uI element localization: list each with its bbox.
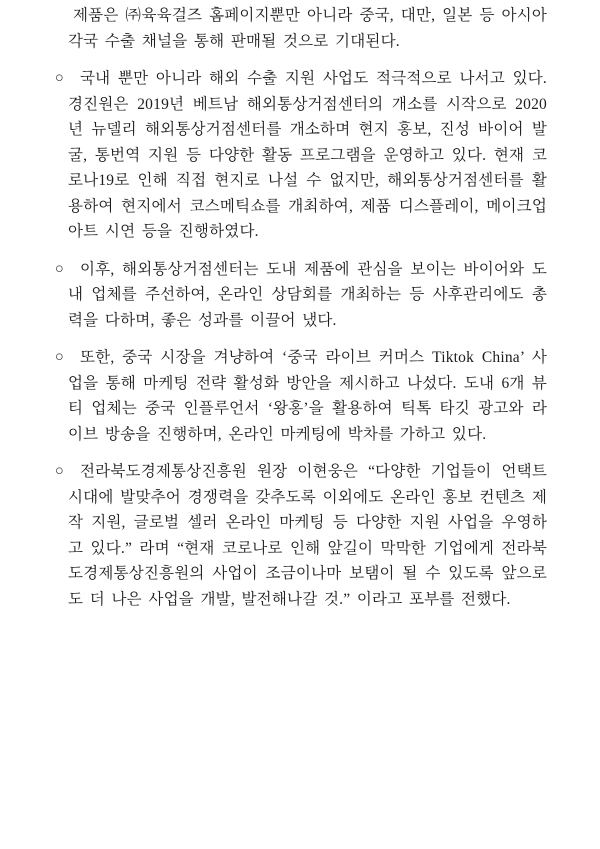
bullet-marker: ○ [55,70,64,86]
paragraph-overseas-support [55,66,547,245]
paragraph-intro [68,3,547,54]
paragraph-text: 제품은 ㈜육육걸즈 홈페이지뿐만 아니라 중국, 대만, 일본 등 아시아 각국 수출 채널을 통해 판매될 것으로 기대된다. [68,7,547,50]
paragraph-followup-management [55,257,547,334]
paragraph-text: 국내 뿐만 아니라 해외 수출 지원 사업도 적극적으로 나서고 있다. 경진원은 2019년 베트남 해외통상거점센터의 개소를 시작으로 2020년 뉴델리 해외통상거점센터를 개소하며 현지 홍보, 진성 바이어 발굴, 통번역 지원 등 다양한 활동 프로그램을 운영하고 있다. 현재 코로나19로 인해 직접 현지로 나설 수 없지만, 해외통상거점센터를 활용하여 현지에서 코스메틱쇼를 개최하여, 제품 디스플레이, 메이크업아트 시연 등을 진행하였다. [68,70,547,240]
bullet-marker: ○ [55,463,64,479]
bullet-marker: ○ [55,260,64,277]
paragraph-ceo-quote [55,459,547,612]
paragraph-text: 전라북도경제통상진흥원 원장 이현웅은 “다양한 기업들이 언택트 시대에 발맞추어 경쟁력을 갖추도록 이외에도 온라인 홍보 컨텐츠 제작 지원, 글로벌 셀러 온라인 마케팅 등 다양한 지원 사업을 우영하고 있다.” 라며 “현재 코로나로 인해 앞길이 막막한 기업에게 전라북도경제통상진흥원의 사업이 조금이나마 보탬이 될 수 있도록 앞으로도 더 나은 사업을 개발, 발전해나갈 것.” 이라고 포부를 전했다. [68,463,547,608]
paragraph-tiktok-china [55,345,547,447]
paragraph-text: 이후, 해외통상거점센터는 도내 제품에 관심을 보이는 바이어와 도내 업체를 주선하여, 온라인 상담회를 개최하는 등 사후관리에도 총력을 다하며, 좋은 성과를 이끌어 냈다. [68,260,547,329]
paragraph-text: 또한, 중국 시장을 겨냥하여 ‘중국 라이브 커머스 Tiktok China’ 사업을 통해 마케팅 전략 활성화 방안을 제시하고 나섰다. 도내 6개 뷰티 업체는 중국 인플루언서 ‘왕홍’을 활용하여 틱톡 타깃 광고와 라이브 방송을 진행하며, 온라인 마케팅에 박차를 가하고 있다. [68,349,547,443]
bullet-marker: ○ [55,349,64,365]
